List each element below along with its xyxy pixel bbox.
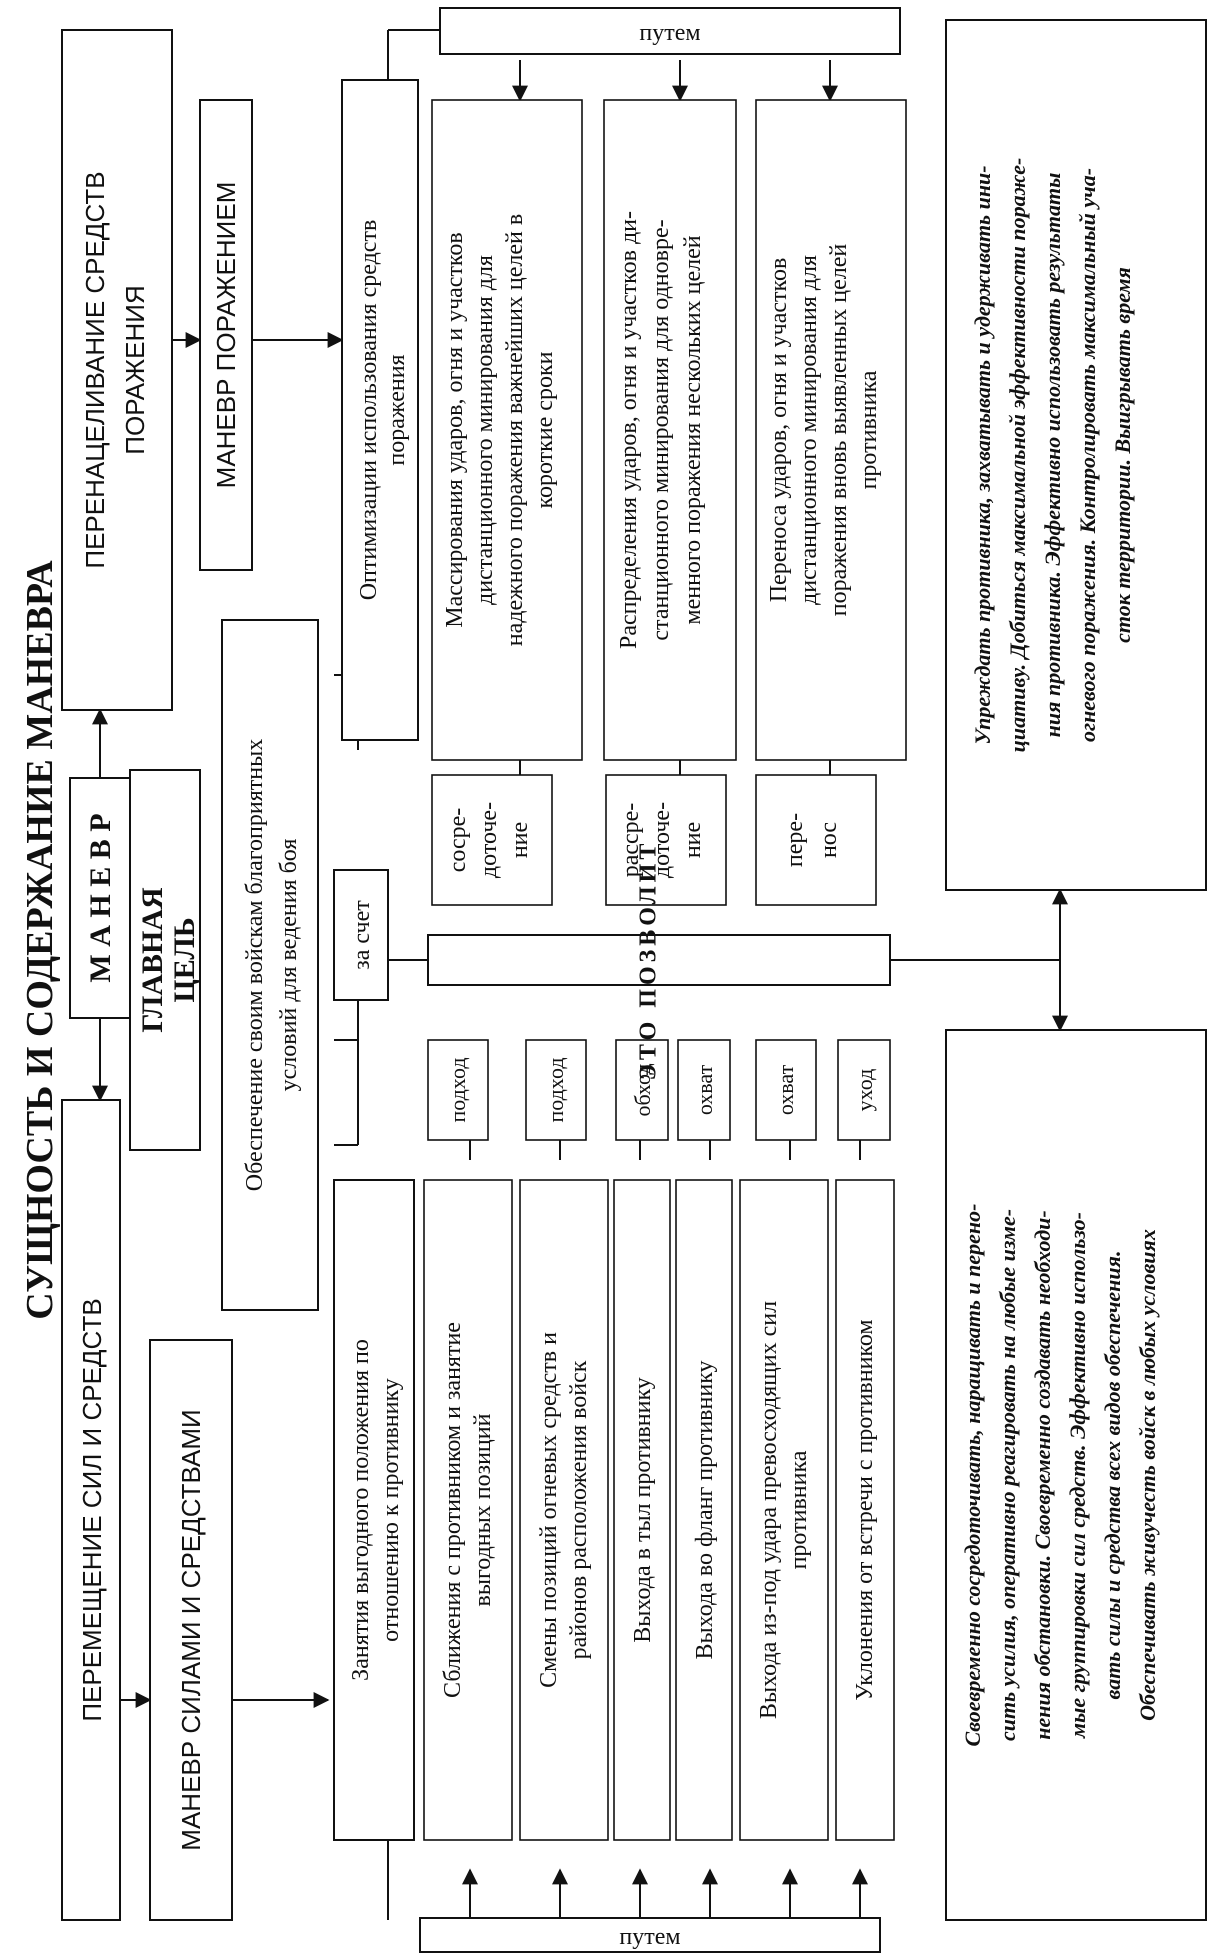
forces-maneuver-label: МАНЕВР СИЛАМИ И СРЕДСТВАМИ — [176, 1409, 206, 1851]
result-right-line2: циативу. Добиться максимальной эффективности пораже- — [1005, 157, 1030, 753]
result-left-line1: Своевременно сосредоточивать, наращивать и перено- — [960, 1203, 985, 1747]
forces-item-2 — [520, 1180, 608, 1840]
page-title: СУЩНОСТЬ И СОДЕРЖАНИЕ МАНЕВРА — [19, 560, 61, 1320]
this-allows-label: ЭТО ПОЗВОЛИТ — [635, 839, 662, 1081]
forces-tag-6-label: уход — [852, 1068, 877, 1112]
result-left-line6: Обеспечивать живучесть войск в любых условиях — [1135, 1229, 1160, 1721]
fire-maneuver-label: МАНЕВР ПОРАЖЕНИЕМ — [211, 181, 241, 489]
result-left-line2: сить усилия, оперативно реагировать на любые изме- — [995, 1208, 1020, 1742]
fire-item-3-line3: поражения вновь выявленных целей — [826, 243, 852, 617]
result-right-line3: ния противника. Эффективно использовать результаты — [1040, 172, 1065, 738]
maneuver-label: М А Н Е В Р — [84, 813, 117, 983]
way-label-bottom: путем — [619, 1924, 681, 1950]
forces-item-4-line1: Выхода во фланг противнику — [692, 1360, 718, 1660]
forces-item-1-line1: Сближения с противником и занятие — [440, 1322, 466, 1698]
movement-label: ПЕРЕМЕЩЕНИЕ СИЛ И СРЕДСТВ — [77, 1298, 107, 1722]
by-means-label: за счет — [349, 900, 375, 970]
forces-item-5 — [740, 1180, 828, 1840]
forces-item-6-line1: Уклонения от встречи с противником — [852, 1319, 878, 1701]
fire-item-2-line2: станционного минирования для одновре- — [648, 219, 674, 641]
fire-item-3-line2: дистанционного минирования для — [796, 255, 822, 605]
goal-text-box — [222, 620, 318, 1310]
forces-tag-5-label: охват — [773, 1064, 798, 1116]
main-goal-line2: ЦЕЛЬ — [168, 917, 201, 1003]
fire-item-3-line4: противника — [856, 370, 882, 490]
forces-item-2-line2: районов расположения войск — [566, 1360, 592, 1660]
fire-items — [432, 100, 906, 905]
result-left-line5: вать силы и средства всех видов обеспечения. — [1100, 1250, 1125, 1700]
forces-header-line2: отношению к противнику — [378, 1378, 404, 1642]
fire-item-1-line2: дистанционного минирования для — [472, 255, 498, 605]
forces-tag-4-label: охват — [692, 1064, 717, 1116]
fire-item-1-line1: Массирования ударов, огня и участков — [442, 232, 468, 628]
result-left-line4: мые группировки сил средств. Эффективно использо- — [1065, 1212, 1090, 1738]
fire-tag-1-line3: ние — [507, 821, 533, 859]
main-goal-line1: ГЛАВНАЯ — [136, 887, 169, 1033]
fire-tag-2-line1: рассре- — [618, 802, 644, 878]
forces-items — [424, 1040, 894, 1840]
forces-item-5-line1: Выхода из-под удара превосходящих сил — [756, 1300, 782, 1720]
fire-item-2-line3: менного поражения нескольких целей — [680, 235, 706, 625]
retarget-box — [62, 30, 172, 710]
fire-tag-1-line1: сосре- — [445, 807, 471, 873]
goal-text-line2: условий для ведения боя — [276, 838, 302, 1092]
forces-item-1 — [424, 1180, 512, 1840]
forces-item-1-line2: выгодных позиций — [470, 1413, 496, 1607]
result-right-line4: огневого поражения. Контролировать максимальный уча- — [1075, 167, 1100, 743]
fire-item-1-line4: короткие сроки — [532, 351, 558, 509]
forces-item-2-line1: Смены позиций огневых средств и — [536, 1332, 562, 1688]
result-left-line3: нения обстановки. Своевременно создавать необходи- — [1030, 1210, 1055, 1740]
fire-tag-1-line2: доточе- — [476, 801, 502, 879]
forces-tag-1-label: подход — [445, 1057, 470, 1123]
fire-tag-3-line1: пере- — [782, 812, 808, 868]
result-right-line1: Упреждать противника, захватывать и удерживать ини- — [970, 165, 995, 745]
fire-item-3-line1: Переноса ударов, огня и участков — [766, 257, 792, 603]
fire-tag-2-line3: ние — [680, 821, 706, 859]
forces-tag-3-label: обход — [630, 1063, 655, 1117]
forces-header-line1: Занятия выгодного положения по — [348, 1339, 374, 1681]
retarget-line1: ПЕРЕНАЦЕЛИВАНИЕ СРЕДСТВ — [80, 171, 110, 569]
result-right-line5: сток территории. Выигрывать время — [1110, 267, 1135, 643]
fire-item-1-line3: надежного поражения важнейших целей в — [502, 213, 528, 647]
goal-text-line1: Обеспечение своим войскам благоприятных — [242, 738, 268, 1192]
fire-item-2-line1: Распределения ударов, огня и участков ди- — [616, 211, 642, 649]
forces-tag-2-label: подход — [543, 1057, 568, 1123]
fire-header-line2: поражения — [384, 354, 410, 466]
fire-header-line1: Оптимизации использования средств — [356, 219, 382, 601]
fire-tag-3-line2: нос — [816, 821, 842, 859]
way-label-top: путем — [639, 20, 701, 46]
retarget-line2: ПОРАЖЕНИЯ — [120, 285, 150, 455]
forces-item-5-line2: противника — [786, 1450, 812, 1570]
fire-tag-2-line2: доточе- — [649, 801, 675, 879]
forces-item-3-line1: Выхода в тыл противнику — [630, 1377, 656, 1643]
